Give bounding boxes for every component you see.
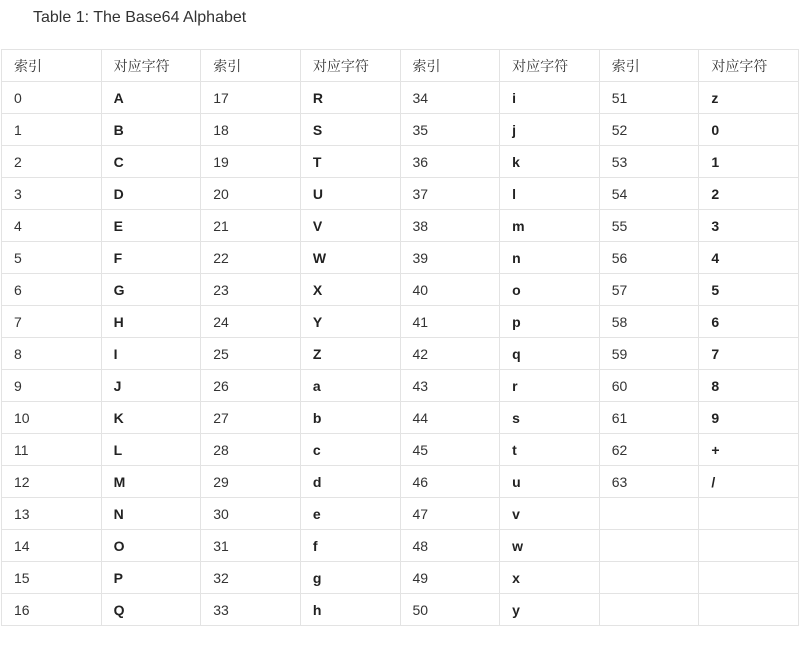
char-cell: w	[500, 530, 600, 562]
table-row	[2, 338, 799, 370]
index-cell: 52	[599, 114, 699, 146]
char-cell: K	[101, 402, 201, 434]
char-cell: j	[500, 114, 600, 146]
index-cell: 48	[400, 530, 500, 562]
index-cell: 58	[599, 306, 699, 338]
char-cell: x	[500, 562, 600, 594]
index-cell: 8	[2, 338, 102, 370]
index-cell: 11	[2, 434, 102, 466]
table-row	[2, 466, 799, 498]
index-cell: 42	[400, 338, 500, 370]
char-cell: t	[500, 434, 600, 466]
index-cell	[599, 562, 699, 594]
index-cell	[599, 594, 699, 626]
index-cell: 2	[2, 146, 102, 178]
char-cell: o	[500, 274, 600, 306]
char-cell: M	[101, 466, 201, 498]
index-cell: 34	[400, 82, 500, 114]
char-cell: k	[500, 146, 600, 178]
char-cell: B	[101, 114, 201, 146]
char-cell: m	[500, 210, 600, 242]
index-cell: 30	[201, 498, 301, 530]
index-cell: 14	[2, 530, 102, 562]
index-cell: 12	[2, 466, 102, 498]
index-cell: 25	[201, 338, 301, 370]
char-cell: g	[300, 562, 400, 594]
index-cell: 39	[400, 242, 500, 274]
index-cell: 4	[2, 210, 102, 242]
char-cell: D	[101, 178, 201, 210]
char-cell: C	[101, 146, 201, 178]
table-row	[2, 210, 799, 242]
index-cell: 54	[599, 178, 699, 210]
char-cell: O	[101, 530, 201, 562]
table-row	[2, 306, 799, 338]
index-cell: 3	[2, 178, 102, 210]
char-cell: s	[500, 402, 600, 434]
char-cell: A	[101, 82, 201, 114]
char-cell: a	[300, 370, 400, 402]
index-cell: 26	[201, 370, 301, 402]
header-char: 对应字符	[300, 50, 400, 82]
char-cell: 2	[699, 178, 799, 210]
index-cell	[599, 530, 699, 562]
header-index: 索引	[201, 50, 301, 82]
table-row	[2, 242, 799, 274]
char-cell: d	[300, 466, 400, 498]
char-cell	[699, 562, 799, 594]
index-cell: 0	[2, 82, 102, 114]
char-cell: +	[699, 434, 799, 466]
index-cell: 7	[2, 306, 102, 338]
char-cell: P	[101, 562, 201, 594]
index-cell: 28	[201, 434, 301, 466]
index-cell: 57	[599, 274, 699, 306]
char-cell: y	[500, 594, 600, 626]
index-cell: 6	[2, 274, 102, 306]
char-cell	[699, 498, 799, 530]
table-row	[2, 402, 799, 434]
index-cell: 37	[400, 178, 500, 210]
char-cell: /	[699, 466, 799, 498]
index-cell: 43	[400, 370, 500, 402]
char-cell: 4	[699, 242, 799, 274]
table-row	[2, 530, 799, 562]
index-cell: 1	[2, 114, 102, 146]
char-cell: 5	[699, 274, 799, 306]
index-cell: 15	[2, 562, 102, 594]
index-cell: 19	[201, 146, 301, 178]
char-cell: h	[300, 594, 400, 626]
index-cell: 40	[400, 274, 500, 306]
table-row	[2, 82, 799, 114]
header-index: 索引	[400, 50, 500, 82]
char-cell: e	[300, 498, 400, 530]
char-cell: z	[699, 82, 799, 114]
index-cell: 41	[400, 306, 500, 338]
header-row	[2, 50, 799, 82]
index-cell: 55	[599, 210, 699, 242]
index-cell: 45	[400, 434, 500, 466]
char-cell: f	[300, 530, 400, 562]
table-row	[2, 178, 799, 210]
char-cell: U	[300, 178, 400, 210]
index-cell: 53	[599, 146, 699, 178]
char-cell: S	[300, 114, 400, 146]
char-cell: v	[500, 498, 600, 530]
table-row	[2, 498, 799, 530]
table-row	[2, 434, 799, 466]
index-cell: 13	[2, 498, 102, 530]
index-cell: 16	[2, 594, 102, 626]
char-cell: J	[101, 370, 201, 402]
header-index: 索引	[599, 50, 699, 82]
char-cell: F	[101, 242, 201, 274]
index-cell	[599, 498, 699, 530]
char-cell: 9	[699, 402, 799, 434]
char-cell: u	[500, 466, 600, 498]
char-cell: 8	[699, 370, 799, 402]
index-cell: 60	[599, 370, 699, 402]
index-cell: 59	[599, 338, 699, 370]
index-cell: 44	[400, 402, 500, 434]
char-cell: V	[300, 210, 400, 242]
index-cell: 31	[201, 530, 301, 562]
table-row	[2, 146, 799, 178]
char-cell: R	[300, 82, 400, 114]
index-cell: 29	[201, 466, 301, 498]
char-cell: b	[300, 402, 400, 434]
char-cell: q	[500, 338, 600, 370]
char-cell: Y	[300, 306, 400, 338]
char-cell: W	[300, 242, 400, 274]
index-cell: 17	[201, 82, 301, 114]
char-cell: i	[500, 82, 600, 114]
index-cell: 47	[400, 498, 500, 530]
header-char: 对应字符	[500, 50, 600, 82]
base64-alphabet-table	[1, 49, 799, 626]
char-cell	[699, 594, 799, 626]
index-cell: 51	[599, 82, 699, 114]
char-cell: r	[500, 370, 600, 402]
char-cell: 1	[699, 146, 799, 178]
char-cell: Z	[300, 338, 400, 370]
index-cell: 61	[599, 402, 699, 434]
index-cell: 10	[2, 402, 102, 434]
index-cell: 24	[201, 306, 301, 338]
header-char: 对应字符	[101, 50, 201, 82]
char-cell: l	[500, 178, 600, 210]
table-row	[2, 562, 799, 594]
char-cell: 0	[699, 114, 799, 146]
index-cell: 22	[201, 242, 301, 274]
char-cell: n	[500, 242, 600, 274]
char-cell: G	[101, 274, 201, 306]
header-char: 对应字符	[699, 50, 799, 82]
table-caption: Table 1: The Base64 Alphabet	[33, 9, 247, 26]
index-cell: 23	[201, 274, 301, 306]
index-cell: 21	[201, 210, 301, 242]
char-cell: c	[300, 434, 400, 466]
index-cell: 36	[400, 146, 500, 178]
index-cell: 38	[400, 210, 500, 242]
table-row	[2, 370, 799, 402]
char-cell: L	[101, 434, 201, 466]
index-cell: 35	[400, 114, 500, 146]
index-cell: 20	[201, 178, 301, 210]
table-row	[2, 114, 799, 146]
index-cell: 49	[400, 562, 500, 594]
char-cell: 7	[699, 338, 799, 370]
char-cell: 6	[699, 306, 799, 338]
char-cell: I	[101, 338, 201, 370]
index-cell: 27	[201, 402, 301, 434]
char-cell: p	[500, 306, 600, 338]
index-cell: 5	[2, 242, 102, 274]
char-cell: H	[101, 306, 201, 338]
index-cell: 62	[599, 434, 699, 466]
char-cell: E	[101, 210, 201, 242]
index-cell: 18	[201, 114, 301, 146]
index-cell: 50	[400, 594, 500, 626]
char-cell: Q	[101, 594, 201, 626]
index-cell: 33	[201, 594, 301, 626]
char-cell	[699, 530, 799, 562]
index-cell: 46	[400, 466, 500, 498]
char-cell: T	[300, 146, 400, 178]
header-index: 索引	[2, 50, 102, 82]
char-cell: N	[101, 498, 201, 530]
table-row	[2, 594, 799, 626]
index-cell: 9	[2, 370, 102, 402]
char-cell: 3	[699, 210, 799, 242]
table-row	[2, 274, 799, 306]
index-cell: 56	[599, 242, 699, 274]
index-cell: 32	[201, 562, 301, 594]
index-cell: 63	[599, 466, 699, 498]
char-cell: X	[300, 274, 400, 306]
